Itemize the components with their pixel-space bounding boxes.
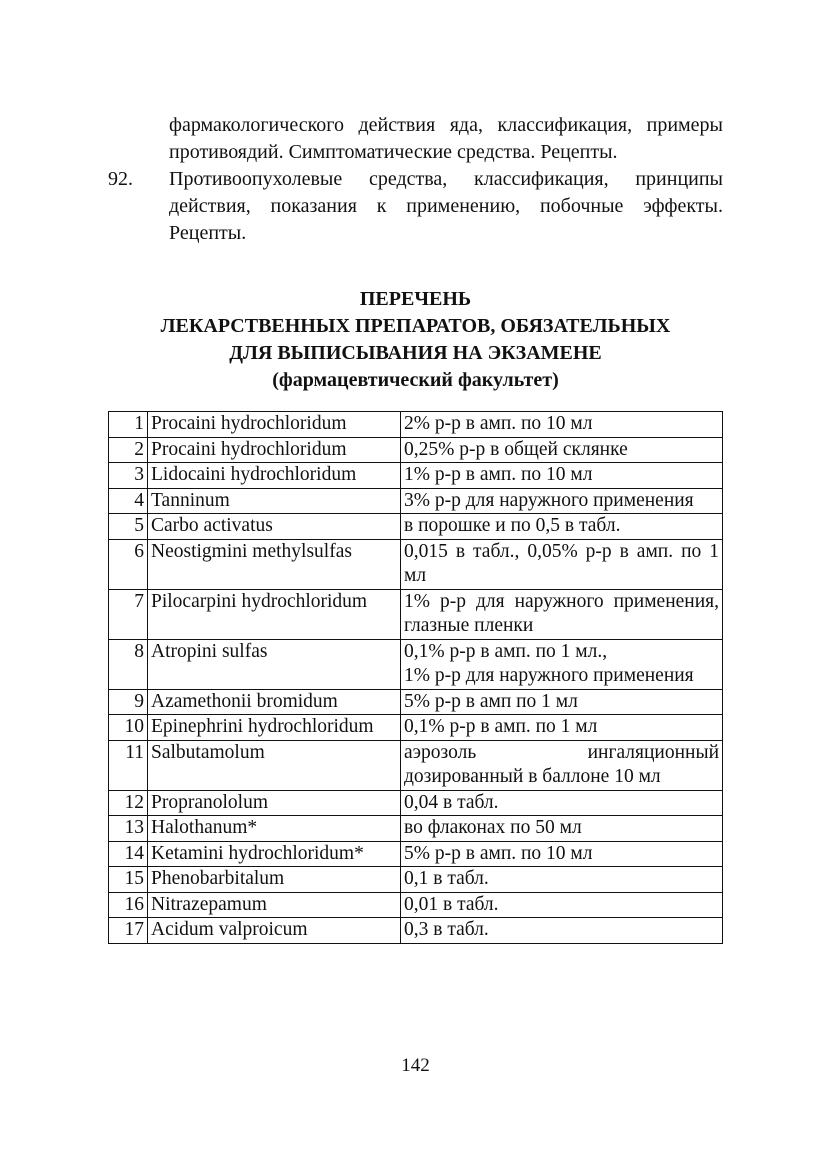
dosage-form: 0,04 в табл.: [401, 790, 723, 816]
table-row: [109, 514, 723, 540]
drug-name: Procaini hydrochloridum: [148, 412, 401, 438]
row-number: 3: [109, 463, 148, 489]
drug-name: Nitrazepamum: [148, 892, 401, 918]
heading-line-3: ДЛЯ ВЫПИСЫВАНИЯ НА ЭКЗАМЕНЕ: [229, 342, 602, 364]
question-text: фармакологического действия яда, классификация, примеры противоядий. Симптоматические средства. Рецепты.: [169, 114, 723, 163]
dosage-form: 1% р-р для наружного применения, глазные пленки: [401, 589, 723, 639]
dosage-form: 0,1 в табл.: [401, 867, 723, 893]
table-row: [109, 790, 723, 816]
row-number: 9: [109, 689, 148, 715]
row-number: 2: [109, 437, 148, 463]
table-row: [109, 488, 723, 514]
question-92: [108, 166, 723, 247]
row-number: 14: [109, 841, 148, 867]
table-row: [109, 639, 723, 689]
dosage-form: 0,01 в табл.: [401, 892, 723, 918]
table-row: [109, 715, 723, 741]
dosage-form: 1% р-р в амп. по 10 мл: [401, 463, 723, 489]
table-row: [109, 740, 723, 790]
page-number: 142: [401, 1055, 430, 1076]
question-list: [108, 112, 723, 247]
row-number: 15: [109, 867, 148, 893]
row-number: 16: [109, 892, 148, 918]
heading-line-1: ПЕРЕЧЕНЬ: [359, 288, 472, 310]
row-number: 11: [109, 740, 148, 790]
dosage-form: 0,25% р-р в общей склянке: [401, 437, 723, 463]
drug-name: Acidum valproicum: [148, 918, 401, 944]
row-number: 17: [109, 918, 148, 944]
table-row: [109, 463, 723, 489]
dosage-form-line: 1% р-р для наружного применения: [404, 665, 694, 686]
drug-name: Epinephrini hydrochloridum: [148, 715, 401, 741]
question-number: 92.: [108, 168, 133, 190]
row-number: 8: [109, 639, 148, 689]
question-91-continuation: [108, 112, 723, 166]
table-row: [109, 841, 723, 867]
heading-line-2: ЛЕКАРСТВЕННЫХ ПРЕПАРАТОВ, ОБЯЗАТЕЛЬНЫХ: [160, 315, 671, 337]
row-number: 10: [109, 715, 148, 741]
row-number: 1: [109, 412, 148, 438]
row-number: 4: [109, 488, 148, 514]
table-row: [109, 816, 723, 842]
dosage-form: [401, 639, 723, 689]
dosage-form: 5% р-р в амп. по 10 мл: [401, 841, 723, 867]
dosage-form: аэрозоль ингаляционный дозированный в баллоне 10 мл: [401, 740, 723, 790]
dosage-form: 0,015 в табл., 0,05% р-р в амп. по 1 мл: [401, 539, 723, 589]
dosage-form: 0,3 в табл.: [401, 918, 723, 944]
dosage-form-line: 0,1% р-р в амп. по 1 мл.,: [404, 640, 608, 662]
table-row: [109, 918, 723, 944]
drug-name: Carbo activatus: [148, 514, 401, 540]
drug-name: Procaini hydrochloridum: [148, 437, 401, 463]
drug-name: Pilocarpini hydrochloridum: [148, 589, 401, 639]
drug-name: Halothanum*: [148, 816, 401, 842]
row-number: 12: [109, 790, 148, 816]
dosage-form: 2% р-р в амп. по 10 мл: [401, 412, 723, 438]
row-number: 6: [109, 539, 148, 589]
drug-name: Ketamini hydrochloridum*: [148, 841, 401, 867]
section-heading: [0, 286, 831, 394]
dosage-form: 0,1% р-р в амп. по 1 мл: [401, 715, 723, 741]
heading-line-4: (фармацевтический факультет): [272, 369, 559, 391]
question-text: Противоопухолевые средства, классификация, принципы действия, показания к применению, побочные эффекты. Рецепты.: [169, 168, 723, 244]
table-row: [109, 589, 723, 639]
drug-name: Phenobarbitalum: [148, 867, 401, 893]
drug-name: Neostigmini methylsulfas: [148, 539, 401, 589]
table-row: [109, 412, 723, 438]
table-row: [109, 689, 723, 715]
drug-name: Azamethonii bromidum: [148, 689, 401, 715]
drug-table: [108, 411, 723, 944]
dosage-form: в порошке и по 0,5 в табл.: [401, 514, 723, 540]
table-row: [109, 867, 723, 893]
table-row: [109, 437, 723, 463]
table-row: [109, 892, 723, 918]
dosage-form: 5% р-р в амп по 1 мл: [401, 689, 723, 715]
row-number: 13: [109, 816, 148, 842]
drug-name: Atropini sulfas: [148, 639, 401, 689]
drug-name: Salbutamolum: [148, 740, 401, 790]
row-number: 5: [109, 514, 148, 540]
dosage-form: 3% р-р для наружного применения: [401, 488, 723, 514]
drug-name: Lidocaini hydrochloridum: [148, 463, 401, 489]
table-row: [109, 539, 723, 589]
dosage-form: во флаконах по 50 мл: [401, 816, 723, 842]
drug-name: Propranololum: [148, 790, 401, 816]
row-number: 7: [109, 589, 148, 639]
drug-name: Tanninum: [148, 488, 401, 514]
